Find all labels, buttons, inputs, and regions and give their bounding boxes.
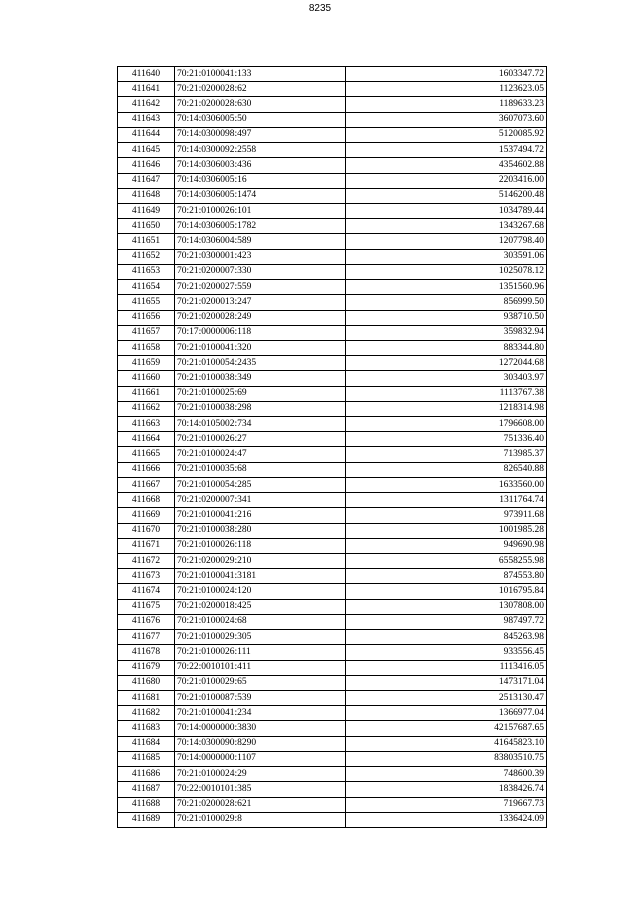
row-number-cell: 411682 — [118, 706, 175, 721]
cadastral-number-cell: 70:14:0000000:1107 — [175, 751, 346, 766]
cadastral-number-cell: 70:21:0200028:62 — [175, 82, 346, 97]
row-number-cell: 411640 — [118, 67, 175, 82]
cadastral-value-cell: 359832.94 — [346, 325, 547, 340]
cadastral-value-cell: 1272044.68 — [346, 356, 547, 371]
table-row — [118, 767, 547, 782]
table-row — [118, 127, 547, 142]
row-number-cell: 411689 — [118, 812, 175, 827]
row-number-cell: 411680 — [118, 675, 175, 690]
cadastral-value-cell: 1207798.40 — [346, 234, 547, 249]
table-row — [118, 173, 547, 188]
cadastral-value-cell: 1113416.05 — [346, 660, 547, 675]
table-row — [118, 188, 547, 203]
cadastral-value-cell: 1307808.00 — [346, 599, 547, 614]
cadastral-value-cell: 41645823.10 — [346, 736, 547, 751]
cadastral-number-cell: 70:21:0100041:3181 — [175, 569, 346, 584]
row-number-cell: 411651 — [118, 234, 175, 249]
table-row — [118, 751, 547, 766]
cadastral-number-cell: 70:14:0306005:16 — [175, 173, 346, 188]
table-row — [118, 599, 547, 614]
cadastral-value-cell: 1366977.04 — [346, 706, 547, 721]
table-row — [118, 569, 547, 584]
cadastral-number-cell: 70:21:0100041:320 — [175, 340, 346, 355]
table-row — [118, 158, 547, 173]
row-number-cell: 411653 — [118, 264, 175, 279]
row-number-cell: 411645 — [118, 143, 175, 158]
cadastral-number-cell: 70:21:0200018:425 — [175, 599, 346, 614]
cadastral-value-cell: 1796608.00 — [346, 417, 547, 432]
cadastral-value-cell: 949690.98 — [346, 538, 547, 553]
table-row — [118, 721, 547, 736]
table-row — [118, 797, 547, 812]
row-number-cell: 411647 — [118, 173, 175, 188]
table-row — [118, 660, 547, 675]
table-row — [118, 67, 547, 82]
cadastral-number-cell: 70:14:0105002:734 — [175, 417, 346, 432]
row-number-cell: 411681 — [118, 690, 175, 705]
cadastral-value-cell: 973911.68 — [346, 508, 547, 523]
cadastral-value-cell: 303591.06 — [346, 249, 547, 264]
cadastral-value-cell: 1025078.12 — [346, 264, 547, 279]
cadastral-number-cell: 70:22:0010101:411 — [175, 660, 346, 675]
cadastral-value-cell: 933556.45 — [346, 645, 547, 660]
cadastral-value-cell: 1311764.74 — [346, 493, 547, 508]
cadastral-number-cell: 70:21:0100054:285 — [175, 477, 346, 492]
cadastral-number-cell: 70:21:0200028:249 — [175, 310, 346, 325]
table-row — [118, 447, 547, 462]
row-number-cell: 411677 — [118, 630, 175, 645]
cadastral-number-cell: 70:21:0100025:69 — [175, 386, 346, 401]
row-number-cell: 411684 — [118, 736, 175, 751]
cadastral-value-cell: 845263.98 — [346, 630, 547, 645]
row-number-cell: 411670 — [118, 523, 175, 538]
table-row — [118, 736, 547, 751]
table-row — [118, 219, 547, 234]
table-row — [118, 371, 547, 386]
cadastral-value-cell: 1034789.44 — [346, 203, 547, 218]
row-number-cell: 411655 — [118, 295, 175, 310]
cadastral-number-cell: 70:21:0100038:280 — [175, 523, 346, 538]
cadastral-value-cell: 1633560.00 — [346, 477, 547, 492]
cadastral-number-cell: 70:21:0100026:111 — [175, 645, 346, 660]
cadastral-value-cell: 3607073.60 — [346, 112, 547, 127]
table-row — [118, 112, 547, 127]
cadastral-number-cell: 70:21:0100038:298 — [175, 401, 346, 416]
table-row — [118, 203, 547, 218]
table-row — [118, 401, 547, 416]
cadastral-value-cell: 83803510.75 — [346, 751, 547, 766]
cadastral-value-table — [117, 66, 547, 828]
table-row — [118, 325, 547, 340]
cadastral-value-cell: 1343267.68 — [346, 219, 547, 234]
cadastral-number-cell: 70:21:0100029:305 — [175, 630, 346, 645]
row-number-cell: 411667 — [118, 477, 175, 492]
cadastral-value-cell: 1603347.72 — [346, 67, 547, 82]
row-number-cell: 411656 — [118, 310, 175, 325]
cadastral-value-cell: 883344.80 — [346, 340, 547, 355]
cadastral-number-cell: 70:21:0200027:559 — [175, 280, 346, 295]
cadastral-number-cell: 70:21:0100026:27 — [175, 432, 346, 447]
cadastral-number-cell: 70:21:0100041:216 — [175, 508, 346, 523]
row-number-cell: 411646 — [118, 158, 175, 173]
table-body — [118, 67, 547, 828]
table-row — [118, 477, 547, 492]
cadastral-value-cell: 826540.88 — [346, 462, 547, 477]
cadastral-number-cell: 70:22:0010101:385 — [175, 782, 346, 797]
row-number-cell: 411658 — [118, 340, 175, 355]
cadastral-number-cell: 70:21:0100024:29 — [175, 767, 346, 782]
cadastral-number-cell: 70:21:0300001:423 — [175, 249, 346, 264]
row-number-cell: 411648 — [118, 188, 175, 203]
cadastral-value-cell: 1189633.23 — [346, 97, 547, 112]
row-number-cell: 411642 — [118, 97, 175, 112]
row-number-cell: 411669 — [118, 508, 175, 523]
cadastral-value-cell: 856999.50 — [346, 295, 547, 310]
cadastral-number-cell: 70:17:0000006:118 — [175, 325, 346, 340]
table-row — [118, 812, 547, 827]
cadastral-number-cell: 70:21:0200029:210 — [175, 554, 346, 569]
row-number-cell: 411650 — [118, 219, 175, 234]
cadastral-value-cell: 1123623.05 — [346, 82, 547, 97]
row-number-cell: 411652 — [118, 249, 175, 264]
cadastral-number-cell: 70:21:0100024:120 — [175, 584, 346, 599]
cadastral-number-cell: 70:14:0300092:2558 — [175, 143, 346, 158]
row-number-cell: 411674 — [118, 584, 175, 599]
cadastral-value-cell: 1218314.98 — [346, 401, 547, 416]
row-number-cell: 411663 — [118, 417, 175, 432]
cadastral-number-cell: 70:21:0100038:349 — [175, 371, 346, 386]
cadastral-value-cell: 751336.40 — [346, 432, 547, 447]
table-row — [118, 356, 547, 371]
cadastral-number-cell: 70:21:0100041:234 — [175, 706, 346, 721]
table-row — [118, 249, 547, 264]
cadastral-value-cell: 1016795.84 — [346, 584, 547, 599]
cadastral-value-cell: 2203416.00 — [346, 173, 547, 188]
row-number-cell: 411675 — [118, 599, 175, 614]
table-row — [118, 493, 547, 508]
row-number-cell: 411672 — [118, 554, 175, 569]
row-number-cell: 411665 — [118, 447, 175, 462]
row-number-cell: 411664 — [118, 432, 175, 447]
table-row — [118, 234, 547, 249]
row-number-cell: 411643 — [118, 112, 175, 127]
row-number-cell: 411673 — [118, 569, 175, 584]
row-number-cell: 411686 — [118, 767, 175, 782]
table-row — [118, 143, 547, 158]
table-row — [118, 614, 547, 629]
table-row — [118, 706, 547, 721]
cadastral-number-cell: 70:14:0306004:589 — [175, 234, 346, 249]
cadastral-number-cell: 70:14:0306005:50 — [175, 112, 346, 127]
table-row — [118, 386, 547, 401]
row-number-cell: 411668 — [118, 493, 175, 508]
cadastral-value-cell: 42157687.65 — [346, 721, 547, 736]
row-number-cell: 411654 — [118, 280, 175, 295]
table-row — [118, 82, 547, 97]
table-row — [118, 264, 547, 279]
row-number-cell: 411666 — [118, 462, 175, 477]
table-row — [118, 675, 547, 690]
cadastral-value-cell: 748600.39 — [346, 767, 547, 782]
cadastral-number-cell: 70:21:0100035:68 — [175, 462, 346, 477]
page-number: 8235 — [308, 3, 332, 14]
row-number-cell: 411676 — [118, 614, 175, 629]
cadastral-value-cell: 303403.97 — [346, 371, 547, 386]
table-row — [118, 584, 547, 599]
cadastral-value-cell: 5120085.92 — [346, 127, 547, 142]
cadastral-number-cell: 70:21:0100024:68 — [175, 614, 346, 629]
table-row — [118, 310, 547, 325]
cadastral-value-cell: 1838426.74 — [346, 782, 547, 797]
cadastral-number-cell: 70:21:0100024:47 — [175, 447, 346, 462]
cadastral-number-cell: 70:14:0306003:436 — [175, 158, 346, 173]
table-row — [118, 432, 547, 447]
cadastral-number-cell: 70:21:0100026:101 — [175, 203, 346, 218]
cadastral-value-cell: 987497.72 — [346, 614, 547, 629]
table-row — [118, 417, 547, 432]
row-number-cell: 411683 — [118, 721, 175, 736]
cadastral-value-cell: 4354602.88 — [346, 158, 547, 173]
row-number-cell: 411678 — [118, 645, 175, 660]
cadastral-number-cell: 70:21:0100026:118 — [175, 538, 346, 553]
cadastral-value-cell: 2513130.47 — [346, 690, 547, 705]
table-row — [118, 280, 547, 295]
row-number-cell: 411641 — [118, 82, 175, 97]
table-row — [118, 340, 547, 355]
row-number-cell: 411644 — [118, 127, 175, 142]
cadastral-number-cell: 70:21:0200007:341 — [175, 493, 346, 508]
table-row — [118, 295, 547, 310]
cadastral-number-cell: 70:21:0100029:8 — [175, 812, 346, 827]
cadastral-value-cell: 1113767.38 — [346, 386, 547, 401]
cadastral-number-cell: 70:21:0100087:539 — [175, 690, 346, 705]
cadastral-value-cell: 1473171.04 — [346, 675, 547, 690]
cadastral-number-cell: 70:14:0000000:3830 — [175, 721, 346, 736]
row-number-cell: 411685 — [118, 751, 175, 766]
cadastral-value-cell: 5146200.48 — [346, 188, 547, 203]
cadastral-value-cell: 1001985.28 — [346, 523, 547, 538]
cadastral-number-cell: 70:21:0100041:133 — [175, 67, 346, 82]
table-row — [118, 554, 547, 569]
table-row — [118, 645, 547, 660]
row-number-cell: 411687 — [118, 782, 175, 797]
table-row — [118, 462, 547, 477]
row-number-cell: 411671 — [118, 538, 175, 553]
row-number-cell: 411679 — [118, 660, 175, 675]
table-row — [118, 630, 547, 645]
cadastral-number-cell: 70:21:0200028:630 — [175, 97, 346, 112]
table-row — [118, 523, 547, 538]
cadastral-value-cell: 713985.37 — [346, 447, 547, 462]
cadastral-number-cell: 70:14:0306005:1474 — [175, 188, 346, 203]
row-number-cell: 411649 — [118, 203, 175, 218]
cadastral-number-cell: 70:14:0300098:497 — [175, 127, 346, 142]
cadastral-value-cell: 6558255.98 — [346, 554, 547, 569]
cadastral-number-cell: 70:21:0200028:621 — [175, 797, 346, 812]
cadastral-value-cell: 719667.73 — [346, 797, 547, 812]
cadastral-number-cell: 70:21:0100029:65 — [175, 675, 346, 690]
cadastral-value-cell: 1336424.09 — [346, 812, 547, 827]
table-row — [118, 97, 547, 112]
cadastral-number-cell: 70:14:0300090:8290 — [175, 736, 346, 751]
cadastral-value-cell: 938710.50 — [346, 310, 547, 325]
row-number-cell: 411661 — [118, 386, 175, 401]
cadastral-number-cell: 70:21:0100054:2435 — [175, 356, 346, 371]
table-row — [118, 690, 547, 705]
table-row — [118, 782, 547, 797]
table-row — [118, 508, 547, 523]
cadastral-number-cell: 70:21:0200013:247 — [175, 295, 346, 310]
row-number-cell: 411659 — [118, 356, 175, 371]
row-number-cell: 411660 — [118, 371, 175, 386]
cadastral-number-cell: 70:14:0306005:1782 — [175, 219, 346, 234]
cadastral-value-cell: 1351560.96 — [346, 280, 547, 295]
row-number-cell: 411662 — [118, 401, 175, 416]
cadastral-number-cell: 70:21:0200007:330 — [175, 264, 346, 279]
row-number-cell: 411657 — [118, 325, 175, 340]
cadastral-value-cell: 874553.80 — [346, 569, 547, 584]
cadastral-value-cell: 1537494.72 — [346, 143, 547, 158]
table-row — [118, 538, 547, 553]
row-number-cell: 411688 — [118, 797, 175, 812]
